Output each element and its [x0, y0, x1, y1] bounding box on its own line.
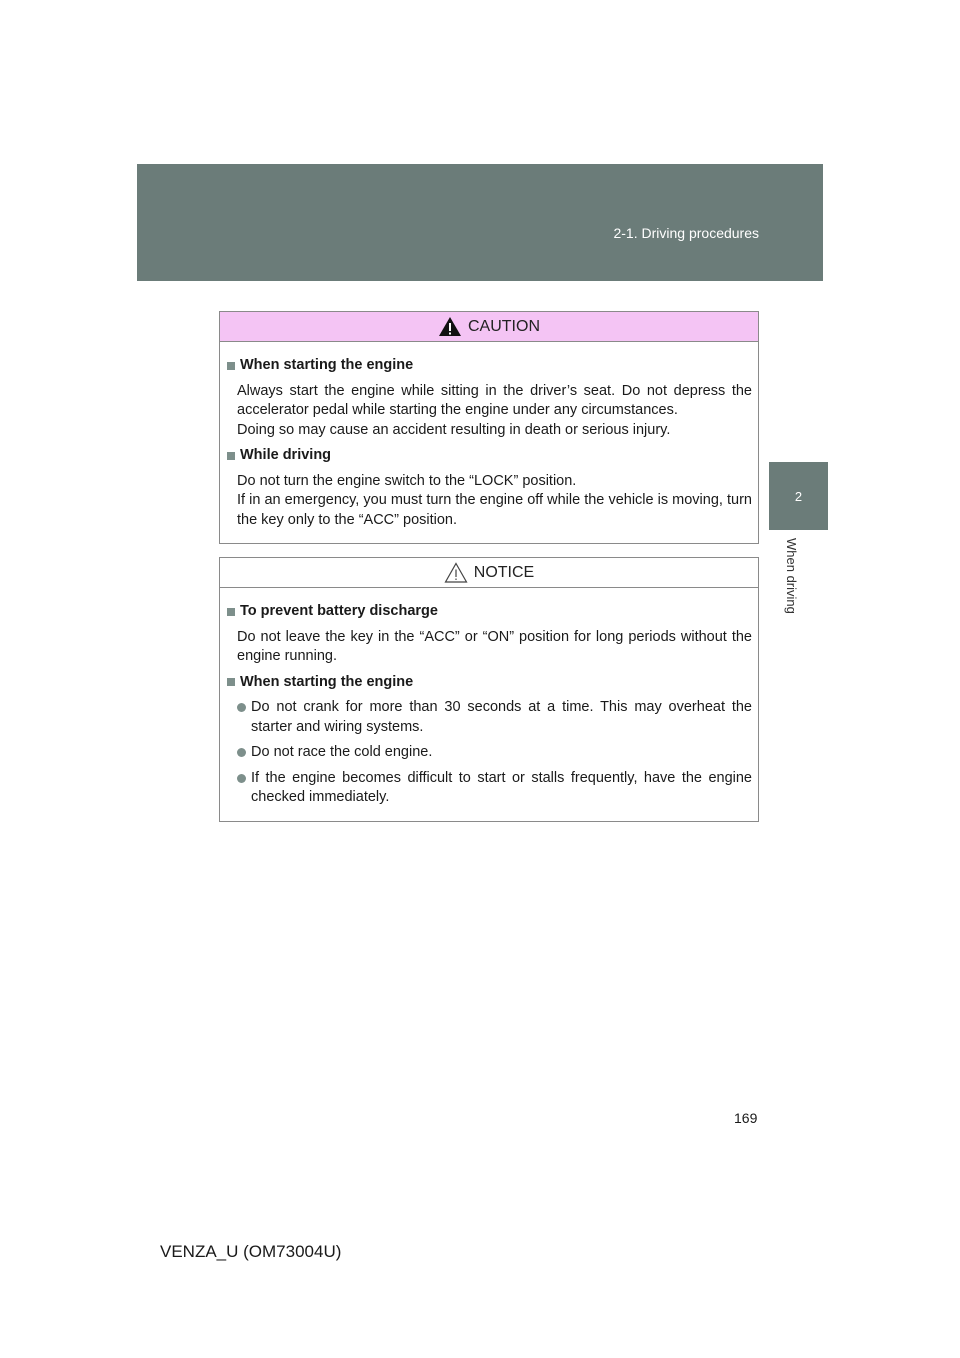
square-bullet-icon [227, 362, 235, 370]
warning-outline-icon [444, 562, 468, 583]
square-bullet-icon [227, 678, 235, 686]
square-bullet-icon [227, 608, 235, 616]
notice-paragraph: Do not leave the key in the “ACC” or “ON” position for long periods without the engine running. [237, 628, 752, 664]
caution-paragraph: Do not turn the engine switch to the “LOCK” position. If in an emergency, you must turn the engine off while the vehicle is moving, turn the key only to the “ACC” position. [237, 472, 752, 528]
notice-section-heading: When starting the engine [227, 673, 752, 693]
caution-paragraph: Always start the engine while sitting in the driver’s seat. Do not depress the accelerator pedal while starting the engine under any circumstances. Doing so may cause an accident resulting in death or serious injury. [237, 382, 752, 438]
chapter-number: 2 [794, 488, 803, 504]
caution-title: CAUTION [468, 317, 540, 335]
list-item: Do not crank for more than 30 seconds at a time. This may overheat the starter and wiring systems. [227, 698, 752, 737]
caution-section-heading: While driving [227, 446, 752, 466]
notice-box [219, 557, 759, 822]
chapter-header-band [137, 164, 823, 281]
list-item: If the engine becomes difficult to start or stalls frequently, have the engine checked immediately. [227, 769, 752, 808]
caution-section-heading: When starting the engine [227, 356, 752, 376]
page-number: 169 [734, 1110, 758, 1126]
chapter-tab [769, 462, 828, 530]
circle-bullet-icon [237, 774, 246, 783]
notice-title: NOTICE [473, 563, 535, 581]
notice-body [220, 588, 758, 824]
document-id: VENZA_U (OM73004U) [160, 1242, 342, 1261]
notice-header [220, 558, 758, 588]
section-title: 2-1. Driving procedures [613, 225, 759, 241]
caution-body [220, 342, 758, 546]
circle-bullet-icon [237, 703, 246, 712]
list-item: Do not race the cold engine. [227, 743, 752, 763]
notice-section-heading: To prevent battery discharge [227, 602, 752, 622]
warning-icon [438, 316, 462, 337]
chapter-label: When driving [784, 538, 799, 614]
caution-box [219, 311, 759, 544]
circle-bullet-icon [237, 748, 246, 757]
caution-header [220, 312, 758, 342]
square-bullet-icon [227, 452, 235, 460]
